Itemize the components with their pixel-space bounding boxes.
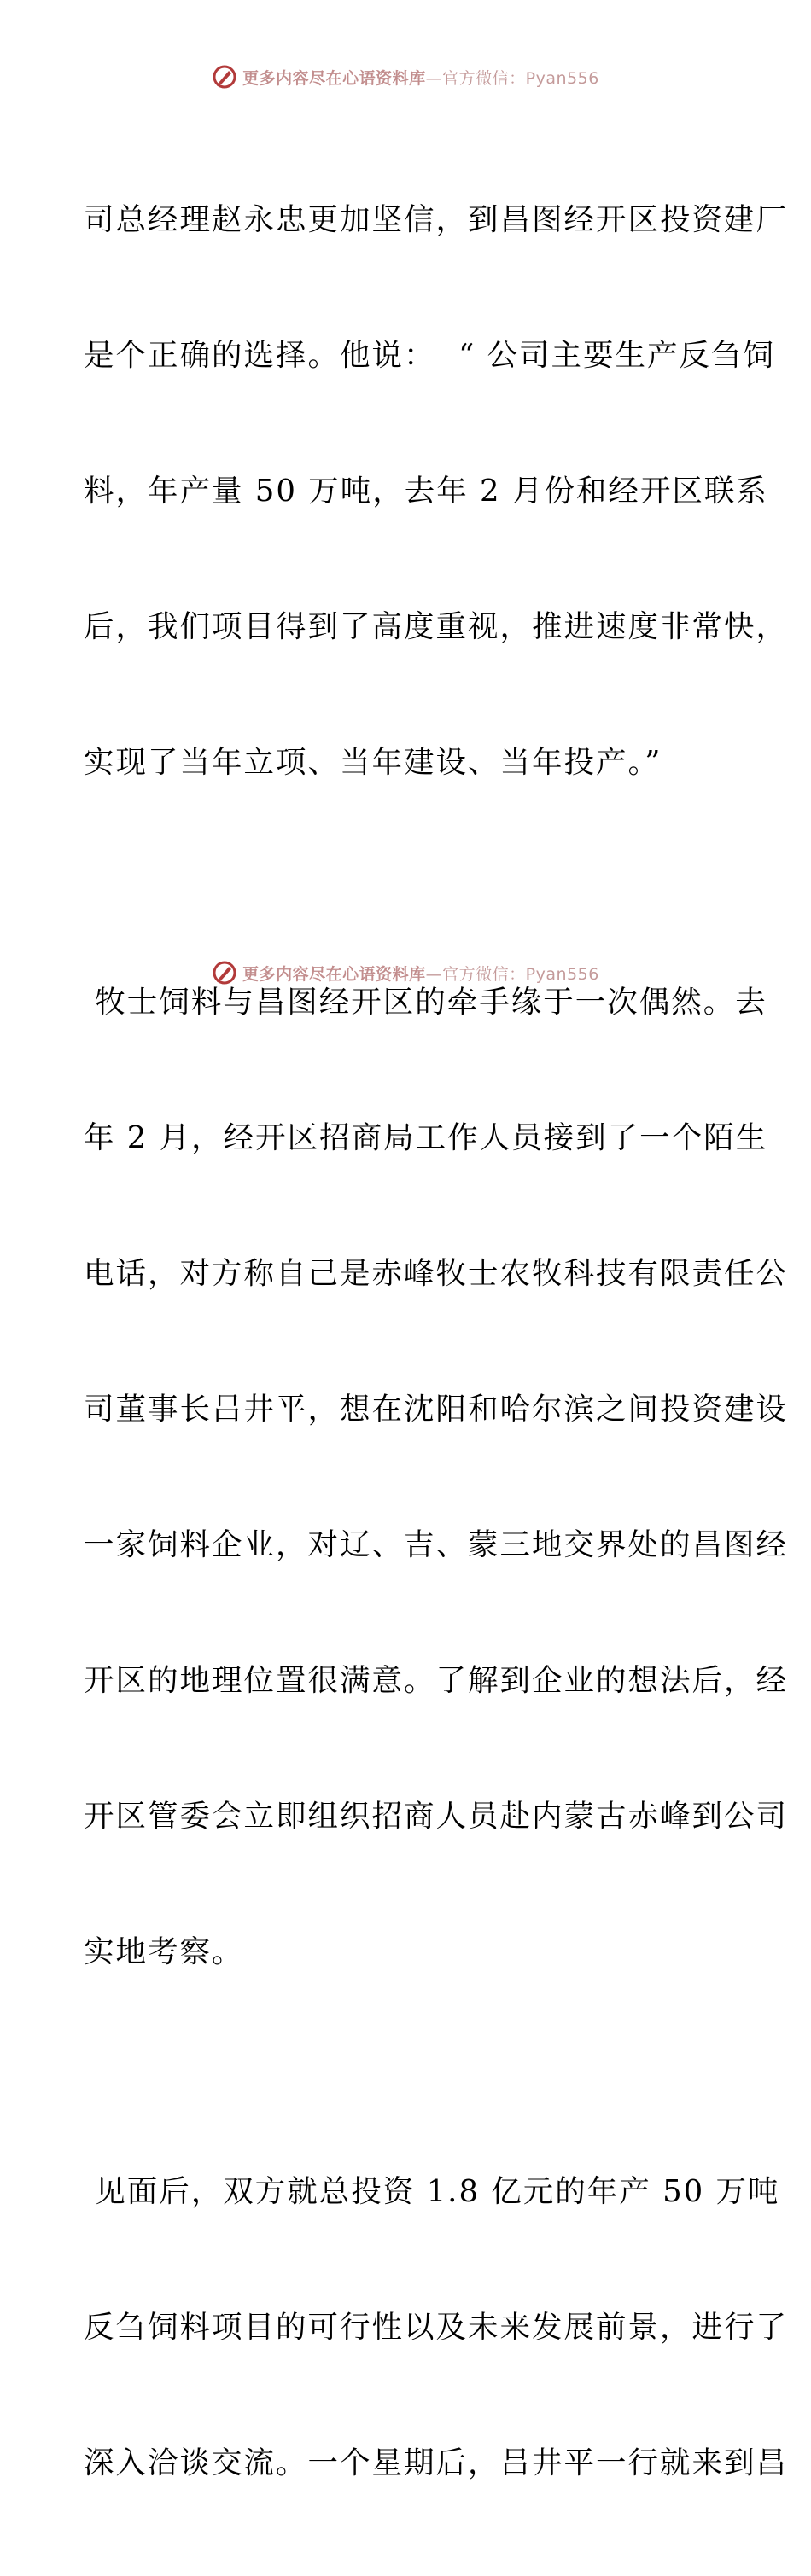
text-line: 反刍饲料项目的可行性以及未来发展前景，进行了 — [84, 2310, 789, 2345]
watermark-wechat-text: 官方微信：Pyan556 — [442, 68, 599, 88]
footer-watermark — [0, 957, 811, 988]
text-line: 司总经理赵永忠更加坚信，到昌图经开区投资建厂 — [84, 202, 789, 237]
watermark-dash: — — [425, 964, 443, 984]
text-line: 实现了当年立项、当年建设、当年投产。” — [84, 745, 662, 780]
text-line: 见面后，双方就总投资 1.8 亿元的年产 50 万吨 — [84, 2174, 780, 2209]
paragraph-1 — [84, 107, 789, 875]
text-line: 司董事长吕井平，想在沈阳和哈尔滨之间投资建设 — [84, 1392, 789, 1427]
pen-logo-icon — [212, 64, 237, 90]
watermark-dash: — — [425, 68, 443, 88]
paragraph-2 — [84, 889, 789, 2065]
text-line: 一家饲料企业，对辽、吉、蒙三地交界处的昌图经 — [84, 1527, 789, 1562]
header-watermark — [0, 61, 811, 92]
text-line: 料，年产量 50 万吨，去年 2 月份和经开区联系 — [84, 474, 768, 509]
text-line: 实地考察。 — [84, 1934, 244, 1969]
pen-logo-icon — [212, 960, 237, 986]
text-line: 深入洽谈交流。一个星期后，吕井平一行就来到昌 — [84, 2445, 789, 2480]
paragraph-3 — [84, 2079, 789, 2576]
watermark-bold-text: 更多内容尽在心语资料库 — [242, 68, 426, 88]
document-body — [84, 107, 789, 2576]
watermark-bold-text: 更多内容尽在心语资料库 — [242, 964, 426, 984]
text-line: 牧士饲料与昌图经开区的牵手缘于一次偶然。去 — [84, 985, 767, 1020]
text-line: 年 2 月，经开区招商局工作人员接到了一个陌生 — [84, 1120, 768, 1155]
text-line: 是个正确的选择。他说： “ 公司主要生产反刍饲 — [84, 338, 776, 373]
text-line: 开区的地理位置很满意。了解到企业的想法后，经 — [84, 1663, 789, 1698]
text-line: 开区管委会立即组织招商人员赴内蒙古赤峰到公司 — [84, 1799, 789, 1834]
text-line: 后，我们项目得到了高度重视，推进速度非常快， — [84, 609, 789, 644]
watermark-wechat-text: 官方微信：Pyan556 — [442, 964, 599, 984]
text-line: 电话，对方称自己是赤峰牧士农牧科技有限责任公 — [84, 1256, 789, 1291]
